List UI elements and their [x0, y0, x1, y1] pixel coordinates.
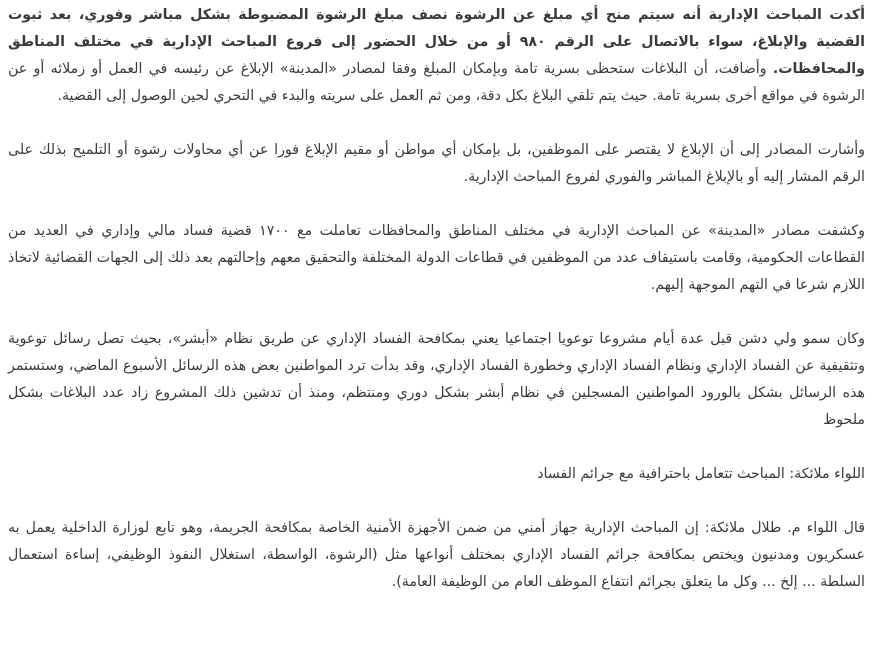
- paragraph-1-rest: وأضافت، أن البلاغات ستحظى بسرية تامة وبإمكان المبلغ وفقا لمصادر «المدينة» الإبلاغ عن رئيسه في العمل أو زملائه أو عن الرشوة في مواقع أخرى بسرية تامة. حيث يتم تلقي البلاغ بكل دقة، ومن ثم العمل على سريته والبدء في التحري لحين الوصول إلى القضية.: [8, 61, 865, 104]
- lead-bold-text: أكدت المباحث الإدارية أنه سيتم منح أي مبلغ عن الرشوة نصف مبلغ الرشوة المضبوطة بشكل مباشر وفوري، بعد ثبوت القضية والإبلاغ، سواء بالاتصال على الرقم ٩٨٠ أو من خلال الحضور إلى فروع المباحث الإدارية في مختلف المناطق والمحافظات.: [8, 7, 866, 77]
- paragraph-1: [8, 2, 865, 110]
- paragraph-2: وأشارت المصادر إلى أن الإبلاغ لا يقتصر على الموظفين، بل بإمكان أي مواطن أو مقيم الإبلاغ فورا عن أي محاولات رشوة أو التلميح بذلك على الرقم المشار إليه أو بالإبلاغ المباشر والفوري لفروع المباحث الإدارية.: [8, 142, 865, 185]
- paragraph-5: قال اللواء م. طلال ملائكة: إن المباحث الإدارية جهاز أمني من ضمن الأجهزة الأمنية الخاصة بمكافحة الجريمة، وهو تابع لوزارة الداخلية يعمل به عسكريون ومدنيون ويختص بمكافحة جرائم الفساد الإداري بمختلف أنواعها مثل (الرشوة، الواسطة، استغلال النفوذ الوظيفي، إساءة استعمال السلطة ... إلخ ... وكل ما يتعلق بجرائم انتفاع الموظف العام من الوظيفة العامة).: [8, 520, 865, 590]
- section-subheading: اللواء ملائكة: المباحث تتعامل باحترافية مع جرائم الفساد: [537, 466, 865, 482]
- paragraph-3: وكشفت مصادر «المدينة» عن المباحث الإدارية في مختلف المناطق والمحافظات تعاملت مع ١٧٠٠ قضية فساد مالي وإداري في العديد من القطاعات الحكومية، وقامت باستيقاف عدد من الموظفين في قطاعات الدولة المختلفة والتحقيق معهم وإحالتهم بعد ذلك إلى الجهات القضائية لاتخاذ اللازم شرعا في التهم الموجهة إليهم.: [8, 223, 865, 293]
- article-body: [8, 2, 865, 596]
- paragraph-4: وكان سمو ولي دشن قبل عدة أيام مشروعا توعويا اجتماعيا يعني بمكافحة الفساد الإداري عن طريق نظام «أبشر»، بحيث تصل رسائل توعوية وتثقيفية عن الفساد الإداري ونظام الفساد الإداري وخطورة الفساد الإداري، وقد بدأت ترد المواطنين بعض هذه الرسائل الأسبوع الماضي، وستستمر هذه الرسائل بشكل بالورود المواطنين المسجلين في نظام أبشر بشكل دوري ومنتظم، ومنذ أن تدشين ذلك المشروع زاد عدد البلاغات بشكل ملحوظ: [8, 331, 865, 428]
